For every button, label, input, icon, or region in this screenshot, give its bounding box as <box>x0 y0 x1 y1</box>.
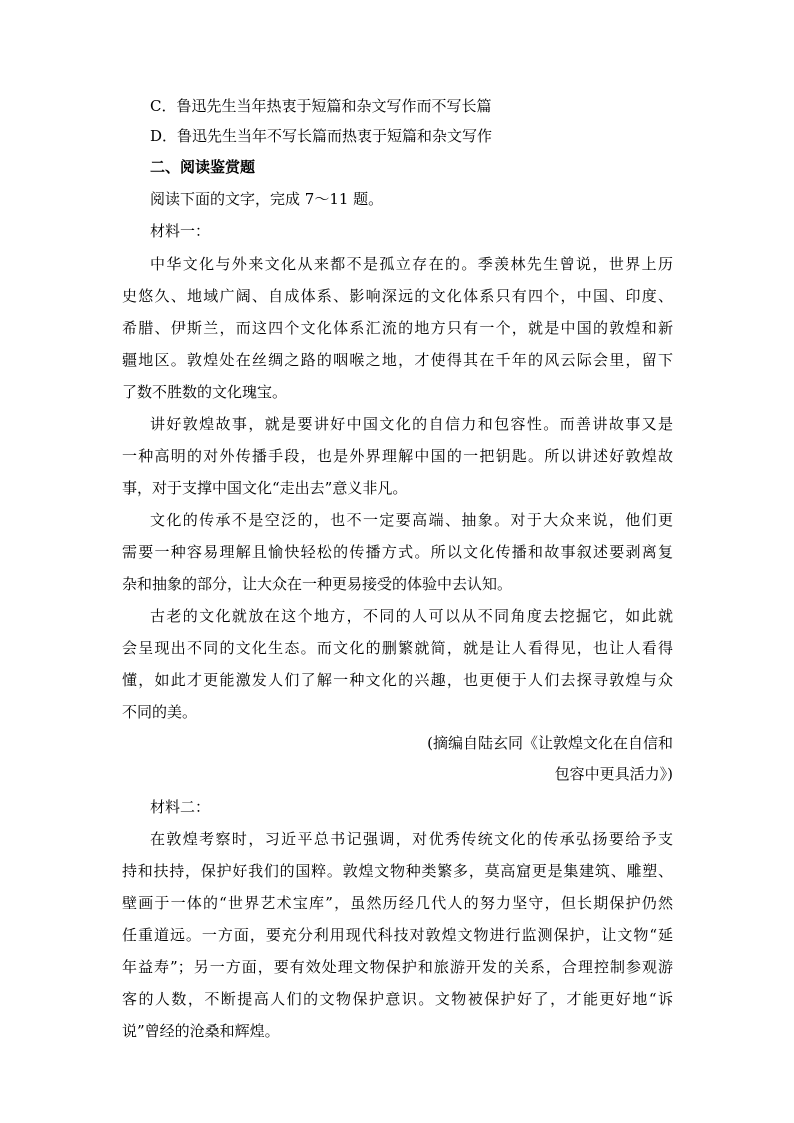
section-title: 二、阅读鉴赏题 <box>150 158 256 176</box>
paragraph-line: 持和扶持，保护好我们的国粹。敦煌文物种类繁多，莫高窟更是集建筑、雕塑、 <box>122 862 673 880</box>
paragraph-line: 杂和抽象的部分，让大众在一种更易接受的体验中去认知。 <box>122 575 513 593</box>
option-d: D．鲁迅先生当年不写长篇而热衷于短篇和杂文写作 <box>150 127 493 145</box>
paragraph-line: 一种高明的对外传播手段，也是外界理解中国的一把钥匙。所以讲述好敦煌故 <box>122 447 673 465</box>
paragraph-line: 史悠久、地域广阔、自成体系、影响深远的文化体系只有四个，中国、印度、 <box>122 287 673 305</box>
material2-label: 材料二： <box>150 798 211 816</box>
paragraph-line: 任重道远。一方面，要充分利用现代科技对敦煌文物进行监测保护，让文物“延 <box>122 926 673 944</box>
paragraph-line: 在敦煌考察时，习近平总书记强调，对优秀传统文化的传承弘扬要给予支 <box>150 830 673 848</box>
paragraph-line: 客的人数，不断提高人们的文物保护意识。文物被保护好了，才能更好地“诉 <box>122 990 673 1008</box>
paragraph-line: 说”曾经的沧桑和辉煌。 <box>122 1022 280 1040</box>
paragraph-line: 会呈现出不同的文化生态。而文化的删繁就简，就是让人看得见，也让人看得 <box>122 639 673 657</box>
source-citation-line1: (摘编自陆玄同《让敦煌文化在自信和 <box>427 734 673 752</box>
paragraph-line: 中华文化与外来文化从来都不是孤立存在的。季羡林先生曾说，世界上历 <box>150 255 673 273</box>
paragraph-line: 希腊、伊斯兰，而这四个文化体系汇流的地方只有一个，就是中国的敦煌和新 <box>122 319 673 337</box>
paragraph-line: 壁画于一体的“世界艺术宝库”，虽然历经几代人的努力坚守，但长期保护仍然 <box>122 894 673 912</box>
paragraph-line: 古老的文化就放在这个地方，不同的人可以从不同角度去挖掘它，如此就 <box>150 607 673 625</box>
option-c: C．鲁迅先生当年热衷于短篇和杂文写作而不写长篇 <box>150 97 492 115</box>
paragraph-line: 需要一种容易理解且愉快轻松的传播方式。所以文化传播和故事叙述要剥离复 <box>122 543 673 561</box>
material1-label: 材料一： <box>150 222 211 240</box>
paragraph-line: 讲好敦煌故事，就是要讲好中国文化的自信力和包容性。而善讲故事又是 <box>150 415 673 433</box>
paragraph-line: 文化的传承不是空泛的，也不一定要高端、抽象。对于大众来说，他们更 <box>150 511 673 529</box>
paragraph-line: 疆地区。敦煌处在丝绸之路的咽喉之地，才使得其在千年的风云际会里，留下 <box>122 351 673 369</box>
instruction: 阅读下面的文字，完成 7～11 题。 <box>150 190 384 208</box>
paragraph-line: 不同的美。 <box>122 703 198 721</box>
paragraph-line: 了数不胜数的文化瑰宝。 <box>122 383 288 401</box>
source-citation-line2: 包容中更具活力》) <box>554 765 673 783</box>
paragraph-line: 事，对于支撑中国文化“走出去”意义非凡。 <box>122 479 408 497</box>
paragraph-line: 懂，如此才更能激发人们了解一种文化的兴趣，也更便于人们去探寻敦煌与众 <box>122 671 673 689</box>
paragraph-line: 年益寿”；另一方面，要有效处理文物保护和旅游开发的关系，合理控制参观游 <box>122 958 673 976</box>
